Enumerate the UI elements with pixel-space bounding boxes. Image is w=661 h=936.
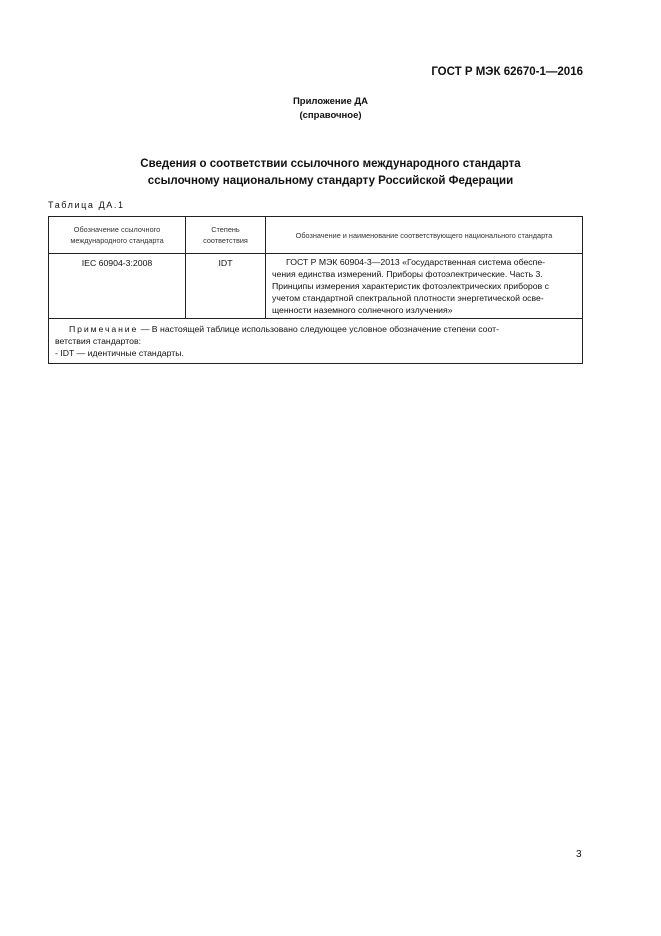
national-standard-line: Принципы измерения характеристик фотоэлектрических приборов с <box>272 281 549 291</box>
national-standard-line: чения единства измерений. Приборы фотоэлектрические. Часть 3. <box>272 269 543 279</box>
note-text-line-2: ветствия стандартов: <box>55 336 141 346</box>
table-note-row <box>49 319 583 364</box>
table-row <box>49 254 583 319</box>
document-code: ГОСТ Р МЭК 62670-1—2016 <box>431 66 583 78</box>
national-standard-line: ГОСТ Р МЭК 60904-3—2013 «Государственная система обеспе- <box>286 257 546 267</box>
section-title-line-1: Сведения о соответствии ссылочного международного стандарта <box>140 158 521 170</box>
note-text: — В настоящей таблице использовано следующее условное обозначение степени соот- <box>138 324 499 334</box>
appendix-title: Приложение ДА <box>292 96 369 107</box>
table-note <box>49 319 583 364</box>
column-header-international-standard: Обозначение ссылочного международного стандарта <box>49 217 186 254</box>
appendix-heading <box>0 95 661 123</box>
degree-cell: IDT <box>186 254 266 319</box>
table-header-row <box>49 217 583 254</box>
column-header-degree: Степень соответствия <box>186 217 266 254</box>
table-caption: Таблица ДА.1 <box>48 200 125 210</box>
appendix-subtitle: (справочное) <box>299 110 362 121</box>
column-header-national-standard: Обозначение и наименование соответствующего национального стандарта <box>266 217 583 254</box>
page-number: 3 <box>576 849 582 860</box>
note-text-line-3: - IDT — идентичные стандарты. <box>55 348 184 358</box>
note-label: Примечание <box>69 324 139 334</box>
national-standard-cell <box>266 254 583 319</box>
section-title <box>0 156 661 190</box>
conformity-table <box>48 216 583 364</box>
international-standard-cell: IEC 60904-3:2008 <box>49 254 186 319</box>
national-standard-line: щенности наземного солнечного излучения» <box>272 305 453 315</box>
section-title-line-2: ссылочному национальному стандарту Российской Федерации <box>147 175 514 187</box>
national-standard-line: учетом стандартной спектральной плотности энергетической осве- <box>272 293 544 303</box>
